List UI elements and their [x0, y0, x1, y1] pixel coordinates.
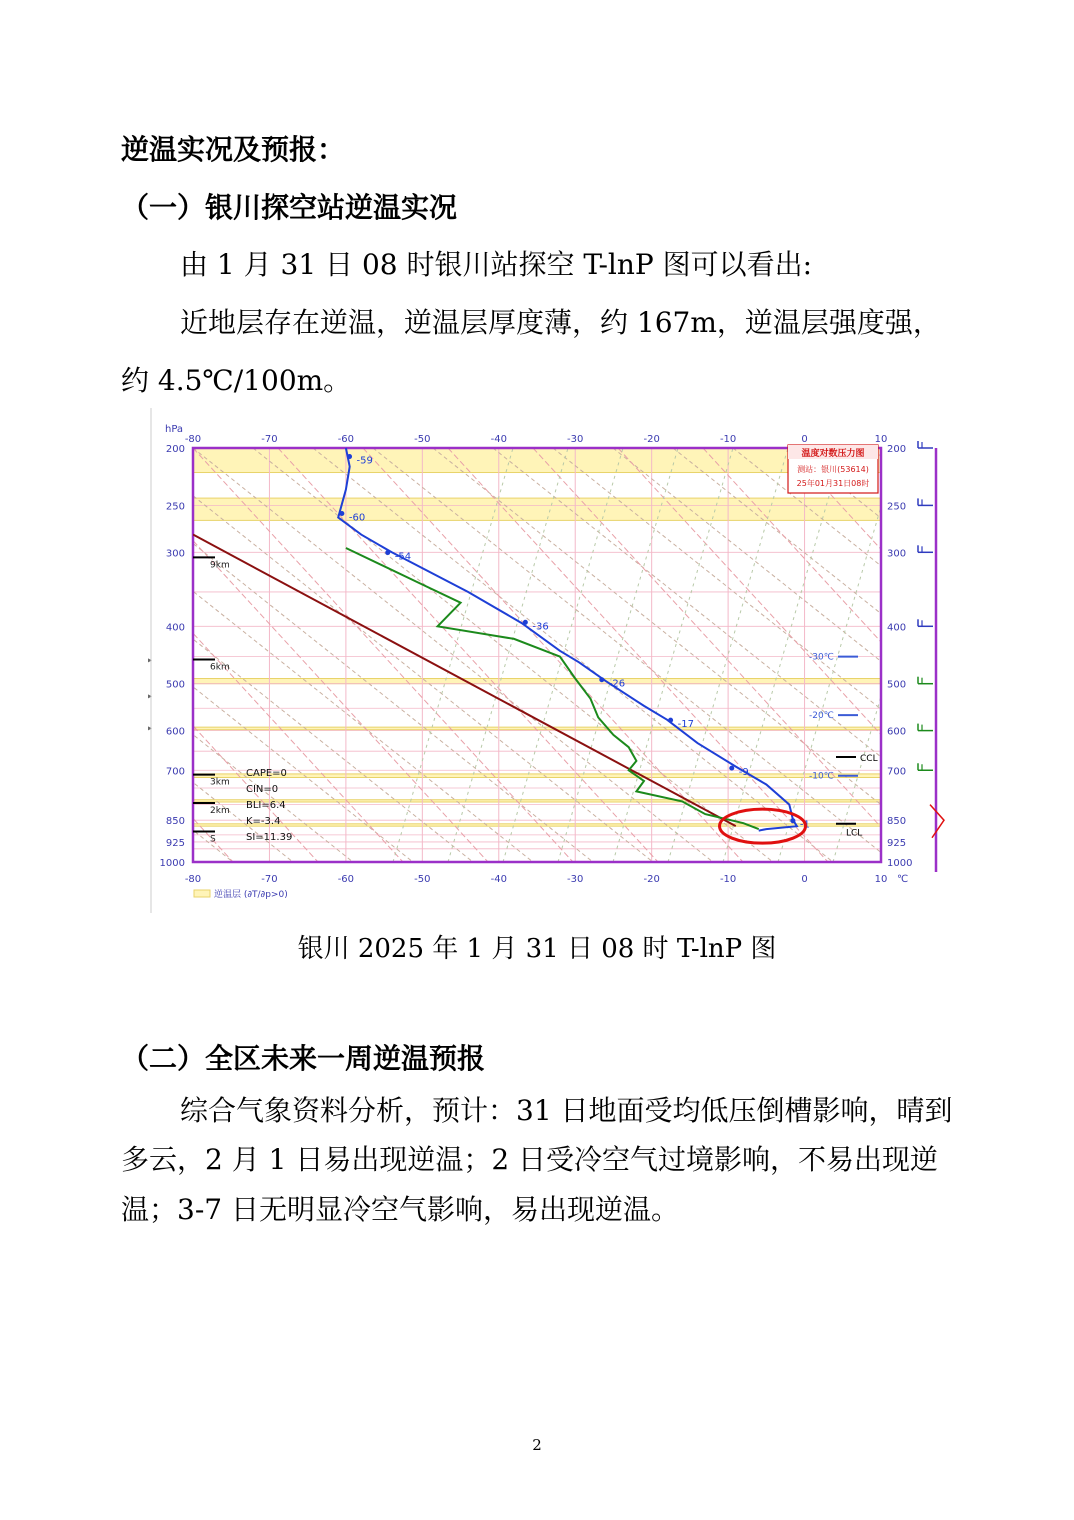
x-tick-label-bottom: 0: [801, 874, 808, 885]
x-tick-label-bottom: 10: [874, 874, 888, 885]
x-tick-label-bottom: -60: [337, 874, 355, 885]
temperature-value-label: -17: [677, 719, 694, 731]
height-mark-label: S: [210, 834, 216, 845]
temperature-point-marker: [385, 550, 390, 555]
isotherm-label: -10℃: [809, 771, 834, 782]
section-2-title: （二）全区未来一周逆温预报: [121, 1042, 486, 1075]
document-heading: 逆温实况及预报：: [121, 133, 346, 166]
temperature-point-marker: [347, 454, 352, 459]
ccl-label: CCL: [860, 754, 878, 765]
height-mark-label: 3km: [210, 777, 230, 788]
x-unit-label: ℃: [897, 874, 909, 885]
p-tick-label-right: 700: [887, 766, 907, 778]
x-tick-label-top: -20: [643, 434, 660, 445]
p-tick-label-right: 500: [887, 679, 907, 691]
temperature-point-marker: [729, 766, 734, 771]
inversion-band: [193, 727, 881, 730]
isotherm-label: -30℃: [809, 652, 834, 663]
chart-time-label: 25年01月31日08时: [796, 479, 870, 488]
temperature-point-marker: [339, 511, 344, 516]
x-tick-label-bottom: -70: [261, 874, 278, 885]
figure-caption: 银川 2025 年 1 月 31 日 08 时 T-lnP 图: [297, 934, 777, 964]
x-tick-label-bottom: -80: [184, 874, 202, 885]
inversion-band: [193, 800, 881, 802]
height-mark-label: 6km: [210, 662, 230, 673]
lcl-label: LCL: [846, 828, 863, 839]
stability-index-label: CIN=0: [246, 784, 279, 795]
x-tick-label-bottom: -20: [643, 874, 660, 885]
temperature-value-label: -9: [738, 767, 749, 779]
x-tick-label-top: 0: [801, 434, 808, 445]
inversion-band: [193, 498, 881, 520]
temperature-point-marker: [668, 718, 673, 723]
temperature-point-marker: [790, 818, 795, 823]
p-tick-label-right: 250: [887, 501, 907, 513]
p-tick-label-right: 850: [887, 816, 907, 828]
section-2-line-3: 温；3-7 日无明显冷空气影响，易出现逆温。: [121, 1193, 679, 1226]
section-2-line-2: 多云，2 月 1 日易出现逆温；2 日受冷空气过境影响，不易出现逆: [121, 1143, 939, 1176]
p-tick-label-right: 200: [887, 444, 907, 455]
mixing-ratio-line: [943, 448, 948, 862]
chart-station-label: 测站：银川(53614): [797, 465, 869, 474]
legend-label: 逆温层 (∂T/∂p>0): [214, 890, 288, 900]
x-tick-label-bottom: -30: [567, 874, 584, 885]
y-unit-label: hPa: [165, 424, 184, 435]
p-tick-label-right: 1000: [887, 858, 913, 869]
tlnp-chart: [148, 408, 948, 913]
inversion-band: [193, 679, 881, 684]
section-1-title: （一）银川探空站逆温实况: [121, 191, 458, 224]
scroll-marker: ▸: [148, 655, 153, 665]
x-tick-label-bottom: -10: [719, 874, 737, 885]
stability-index-label: BLI=6.4: [246, 800, 286, 811]
p-tick-label-left: 250: [165, 501, 185, 513]
p-tick-label-right: 600: [887, 726, 907, 738]
inversion-band: [193, 774, 881, 778]
section-1-paragraph-1: 由 1 月 31 日 08 时银川站探空 T-lnP 图可以看出:: [180, 248, 813, 281]
isotherm-label: -20℃: [809, 711, 834, 722]
legend-swatch: [194, 890, 210, 897]
p-tick-label-right: 300: [887, 548, 907, 560]
p-tick-label-left: 300: [165, 548, 185, 560]
x-tick-label-top: -70: [261, 434, 278, 445]
x-tick-label-top: -50: [414, 434, 431, 445]
x-tick-label-top: 10: [874, 434, 888, 445]
p-tick-label-right: 400: [887, 622, 907, 634]
x-tick-label-top: -10: [719, 434, 737, 445]
scroll-marker: ▸: [148, 723, 153, 733]
height-mark-label: 2km: [210, 805, 230, 816]
p-tick-label-left: 400: [165, 622, 185, 634]
stability-index-label: K=-3.4: [246, 816, 281, 827]
scroll-marker: ▸: [148, 691, 153, 701]
x-tick-label-top: -40: [490, 434, 507, 445]
temperature-value-label: -54: [394, 551, 412, 563]
temperature-value-label: -60: [348, 512, 366, 524]
p-tick-label-left: 600: [165, 726, 185, 738]
inversion-band: [193, 824, 881, 826]
page-number: 2: [532, 1436, 542, 1454]
temperature-value-label: -26: [608, 678, 626, 690]
dry-adiabat-line: [913, 448, 948, 862]
x-tick-label-top: -80: [184, 434, 202, 445]
x-tick-label-top: -30: [567, 434, 584, 445]
p-tick-label-left: 925: [165, 837, 185, 849]
p-tick-label-right: 925: [887, 837, 907, 849]
section-1-paragraph-2-line-1: 近地层存在逆温，逆温层厚度薄，约 167m，逆温层强度强，: [180, 306, 941, 339]
stability-index-label: CAPE=0: [246, 768, 287, 779]
temperature-point-marker: [599, 677, 604, 682]
x-tick-label-bottom: -40: [490, 874, 507, 885]
chart-title: 温度对数压力图: [801, 449, 865, 459]
p-tick-label-left: 500: [165, 679, 185, 691]
p-tick-label-left: 1000: [159, 858, 185, 869]
temperature-value-label: -36: [532, 621, 549, 633]
p-tick-label-left: 200: [165, 444, 185, 455]
section-1-paragraph-2-line-2: 约 4.5℃/100m。: [121, 364, 352, 397]
stability-index-label: SI=11.39: [246, 832, 293, 843]
x-tick-label-top: -60: [337, 434, 355, 445]
temperature-value-label: -1: [799, 819, 810, 831]
p-tick-label-left: 700: [165, 766, 185, 778]
height-mark-label: 9km: [210, 560, 230, 571]
temperature-value-label: -59: [356, 455, 373, 467]
section-2-line-1: 综合气象资料分析，预计：31 日地面受均低压倒槽影响，晴到: [180, 1094, 953, 1127]
x-tick-label-bottom: -50: [414, 874, 431, 885]
temperature-point-marker: [523, 620, 528, 625]
p-tick-label-left: 850: [165, 816, 185, 828]
